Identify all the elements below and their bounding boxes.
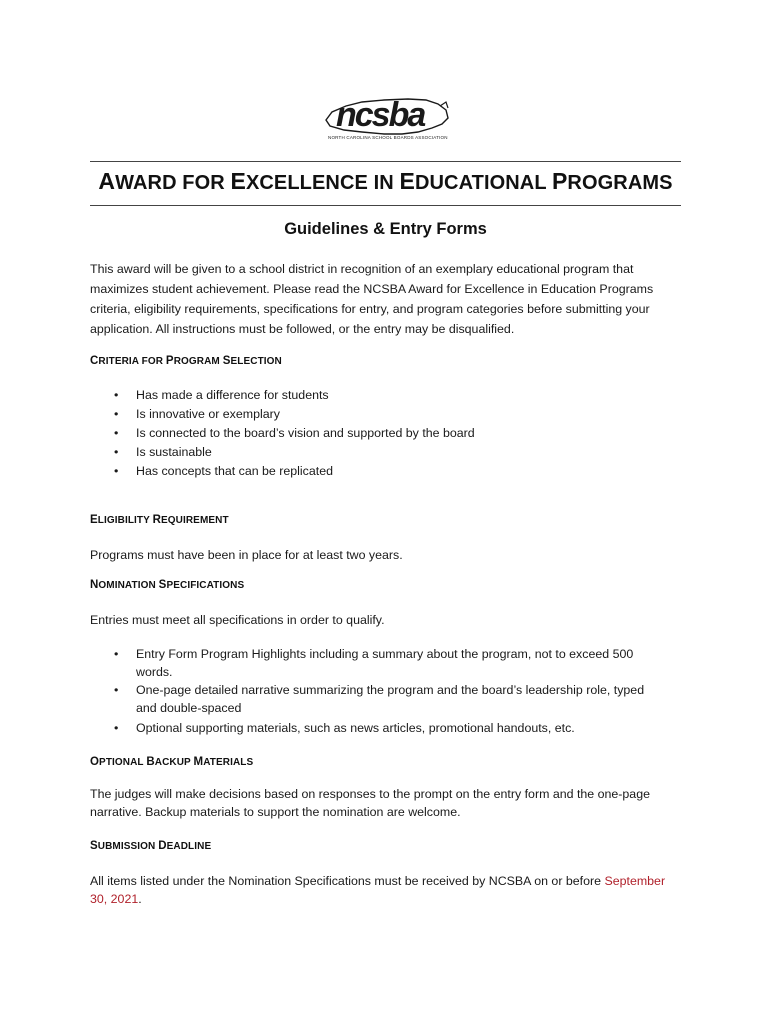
list-item-text: Has made a difference for students — [136, 388, 329, 402]
backup-line: narrative. Backup materials to support the nomination are welcome. — [90, 805, 461, 819]
heading-cap: B — [146, 756, 155, 768]
heading-word: PTIONAL — [99, 757, 147, 768]
logo-wordmark: ncsba — [336, 96, 425, 134]
nomination-list — [90, 645, 690, 737]
heading-word: EADLINE — [166, 841, 212, 852]
heading-cap: S — [158, 579, 167, 591]
heading-word: ROGRAM — [173, 356, 223, 367]
deadline-date: September — [604, 874, 666, 888]
deadline-date: 30, 2021 — [90, 892, 139, 906]
title-word: XCELLENCE IN — [245, 172, 400, 194]
heading-word: RITERIA FOR — [98, 356, 166, 367]
title-cap: E — [399, 168, 415, 194]
heading-word: OMINATION — [98, 580, 159, 591]
eligibility-text: Programs must have been in place for at least two years. — [90, 548, 403, 562]
title-word: DUCATIONAL — [414, 172, 552, 194]
title-rule-top — [90, 161, 681, 162]
list-item-text: Has concepts that can be replicated — [136, 464, 333, 478]
heading-cap: D — [158, 840, 167, 852]
list-item — [90, 443, 690, 462]
deadline-line — [90, 890, 690, 908]
list-item-text: words. — [136, 665, 173, 679]
list-item — [90, 681, 690, 717]
list-item-text: Is sustainable — [136, 445, 212, 459]
heading-cap: E — [90, 514, 98, 526]
list-item-text: One-page detailed narrative summarizing the program and the board’s leadership role, typed — [136, 683, 645, 697]
title-cap: P — [551, 168, 568, 194]
title-cap: A — [98, 168, 116, 194]
list-item-text: Optional supporting materials, such as news articles, promotional handouts, etc. — [136, 721, 575, 735]
nomination-text: Entries must meet all specifications in order to qualify. — [90, 613, 385, 627]
title-rule-bottom — [90, 205, 681, 206]
bullet-icon: • — [114, 445, 119, 459]
page-subtitle: Guidelines & Entry Forms — [284, 220, 487, 238]
deadline-paragraph — [90, 872, 690, 908]
list-item — [90, 462, 690, 481]
list-item-text: Is innovative or exemplary — [136, 407, 280, 421]
bullet-icon: • — [114, 721, 119, 735]
backup-paragraph — [90, 785, 690, 821]
backup-heading — [90, 756, 253, 768]
heading-cap: S — [90, 840, 98, 852]
heading-word: ACKUP — [154, 757, 194, 768]
bullet-icon: • — [114, 388, 119, 402]
heading-cap: N — [90, 579, 99, 591]
intro-paragraph — [90, 259, 690, 339]
heading-word: LIGIBILITY — [97, 515, 153, 526]
deadline-text: All items listed under the Nomination Specifications must be received by NCSBA on or before — [90, 874, 605, 888]
list-item — [90, 386, 690, 405]
heading-cap: O — [90, 756, 100, 768]
list-item — [90, 405, 690, 424]
heading-word: EQUIREMENT — [161, 515, 229, 526]
list-item-text: Is connected to the board’s vision and supported by the board — [136, 426, 475, 440]
bullet-icon: • — [114, 464, 119, 478]
list-item — [90, 424, 690, 443]
bullet-icon: • — [114, 407, 119, 421]
deadline-line — [90, 872, 690, 890]
intro-line: This award will be given to a school district in recognition of an exemplary educational program that — [90, 262, 634, 276]
title-cap: E — [230, 168, 246, 194]
bullet-icon: • — [114, 683, 119, 697]
title-word: ROGRAMS — [567, 172, 673, 194]
bullet-icon: • — [114, 426, 119, 440]
criteria-list — [90, 386, 690, 481]
intro-line: criteria, eligibility requirements, specifications for entry, and program categories before submitting your — [90, 302, 650, 316]
list-item-text: Entry Form Program Highlights including a summary about the program, not to exceed 500 — [136, 647, 634, 661]
deadline-heading — [90, 840, 211, 852]
heading-cap: P — [165, 355, 174, 367]
heading-word: ELECTION — [230, 356, 282, 367]
intro-line: maximizes student achievement. Please read the NCSBA Award for Excellence in Education Programs — [90, 282, 654, 296]
criteria-heading — [90, 355, 282, 367]
heading-cap: S — [222, 355, 231, 367]
page-title — [90, 168, 681, 195]
heading-cap: C — [90, 355, 99, 367]
intro-line: application. All instructions must be followed, or the entry may be disqualified. — [90, 322, 515, 336]
ncsba-logo — [322, 92, 450, 142]
heading-cap: R — [152, 514, 161, 526]
deadline-period: . — [138, 892, 142, 906]
heading-word: UBMISSION — [97, 841, 159, 852]
list-item-text: and double-spaced — [136, 701, 242, 715]
list-item — [90, 719, 690, 737]
heading-word: ATERIALS — [203, 757, 254, 768]
heading-word: PECIFICATIONS — [166, 580, 245, 591]
heading-cap: M — [193, 756, 204, 768]
backup-line: The judges will make decisions based on responses to the prompt on the entry form and the one-page — [90, 787, 650, 801]
list-item — [90, 645, 690, 681]
logo-tagline: NORTH CAROLINA SCHOOL BOARDS ASSOCIATION — [328, 135, 448, 140]
nomination-heading — [90, 579, 244, 591]
eligibility-heading — [90, 514, 229, 526]
title-word: WARD FOR — [115, 172, 231, 194]
bullet-icon: • — [114, 647, 119, 661]
